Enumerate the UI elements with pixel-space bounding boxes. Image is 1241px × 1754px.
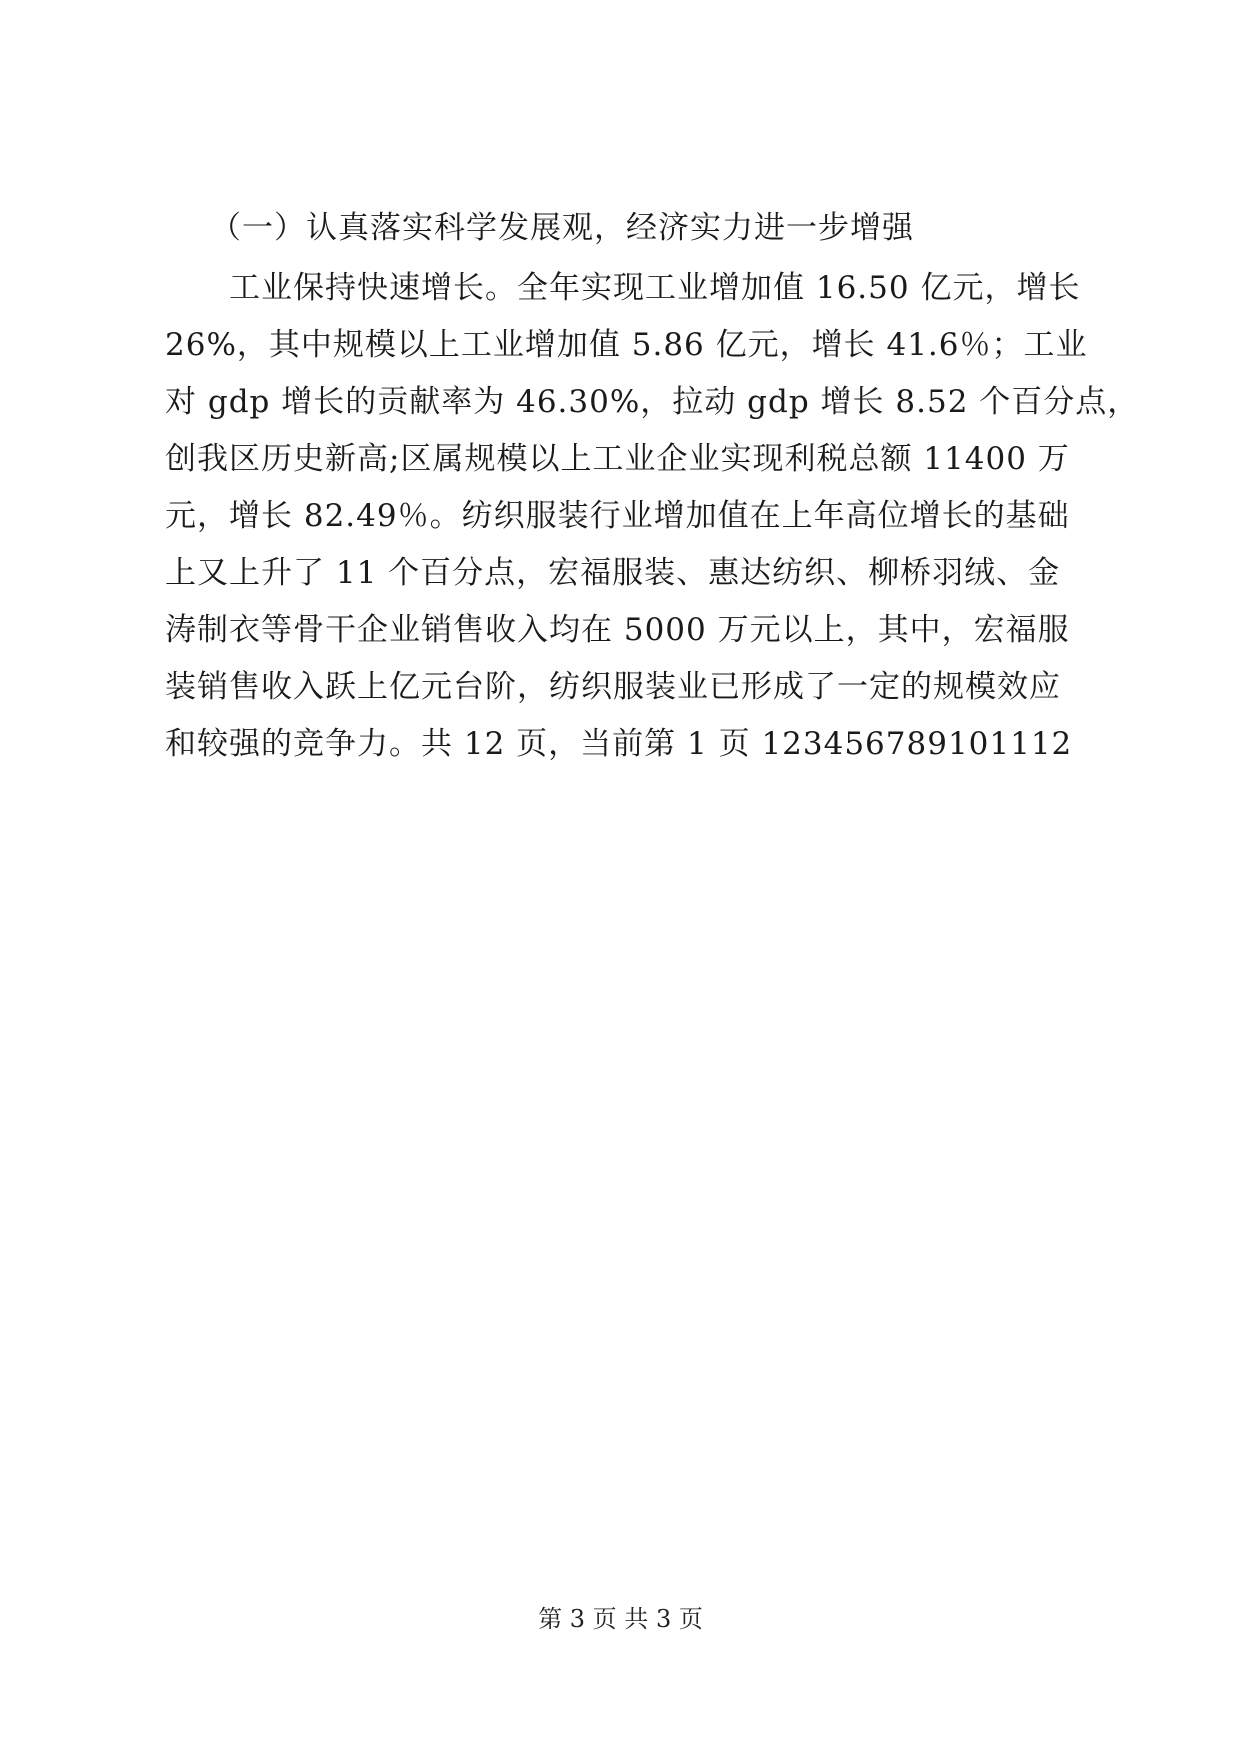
page-footer: 第 3 页 共 3 页 <box>538 1605 703 1633</box>
paragraph-line-3: 对 gdp 增长的贡献率为 46.30%，拉动 gdp 增长 8.52 个百分点， <box>165 384 1140 420</box>
section-heading: （一）认真落实科学发展观，经济实力进一步增强 <box>210 210 914 246</box>
paragraph-line-7: 涛制衣等骨干企业销售收入均在 5000 万元以上，其中，宏福服 <box>165 612 1070 648</box>
paragraph-line-6: 上又上升了 11 个百分点，宏福服装、惠达纺织、柳桥羽绒、金 <box>165 555 1061 591</box>
paragraph-line-8: 装销售收入跃上亿元台阶，纺织服装业已形成了一定的规模效应 <box>165 669 1061 705</box>
paragraph-line-2: 26%，其中规模以上工业增加值 5.86 亿元，增长 41.6％；工业 <box>165 327 1088 363</box>
paragraph-line-4: 创我区历史新高;区属规模以上工业企业实现利税总额 11400 万 <box>165 441 1070 477</box>
paragraph-line-5: 元，增长 82.49％。纺织服装行业增加值在上年高位增长的基础 <box>165 498 1070 534</box>
paragraph-line-1: 工业保持快速增长。全年实现工业增加值 16.50 亿元，增长 <box>165 270 1081 306</box>
paragraph-line-9: 和较强的竞争力。共 12 页，当前第 1 页 123456789101112 <box>165 726 1073 762</box>
